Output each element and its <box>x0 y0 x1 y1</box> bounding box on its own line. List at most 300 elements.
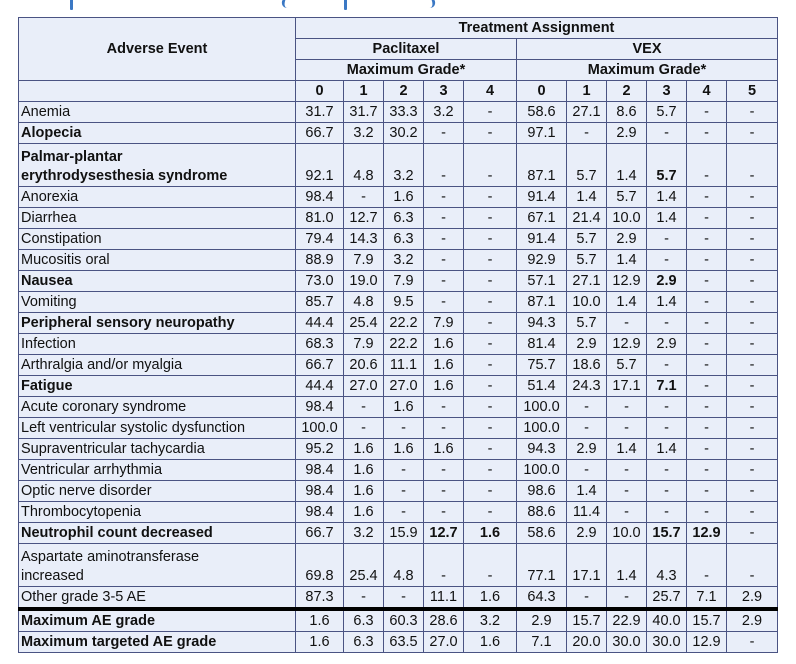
paclitaxel-grade-3-value: - <box>424 292 464 313</box>
adverse-event-label-line: Maximum AE grade <box>21 613 156 629</box>
vex-grade-1-value: 17.1 <box>567 544 607 587</box>
paclitaxel-grade-3-value: 1.6 <box>424 334 464 355</box>
paclitaxel-grade-1-value: 14.3 <box>344 229 384 250</box>
adverse-event-column-header: Adverse Event <box>19 18 296 81</box>
vex-grade-5-value: - <box>727 187 778 208</box>
paclitaxel-grade-1-value: 1.6 <box>344 502 384 523</box>
table-row <box>19 544 778 587</box>
treatment-assignment-header: Treatment Assignment <box>296 18 778 39</box>
vex-grade-2-value: 1.4 <box>607 292 647 313</box>
slide-title-fragment <box>0 0 796 16</box>
paclitaxel-grade-2-value: - <box>384 587 424 610</box>
table-row <box>19 376 778 397</box>
paclitaxel-grade-4-value: - <box>464 481 517 502</box>
adverse-event-label-line: Left ventricular systolic dysfunction <box>21 420 246 436</box>
paclitaxel-grade-4-value: - <box>464 313 517 334</box>
paclitaxel-grade-4-value: 1.6 <box>464 587 517 610</box>
table-row <box>19 460 778 481</box>
paclitaxel-grade-0-value: 31.7 <box>296 102 344 123</box>
table-row <box>19 250 778 271</box>
paclitaxel-grade-1-value: 31.7 <box>344 102 384 123</box>
adverse-event-label-line: erythrodysesthesia syndrome <box>21 168 228 184</box>
grade-header-vex-2: 2 <box>607 81 647 102</box>
vex-grade-0-value: 64.3 <box>517 587 567 610</box>
paclitaxel-grade-4-value: - <box>464 187 517 208</box>
vex-grade-5-value: - <box>727 250 778 271</box>
table-body <box>19 102 778 653</box>
paclitaxel-grade-4-value: 1.6 <box>464 632 517 653</box>
adverse-event-label <box>19 229 296 250</box>
vex-grade-3-value: 40.0 <box>647 609 687 632</box>
adverse-event-label-line: Arthralgia and/or myalgia <box>21 357 183 373</box>
vex-grade-2-value: 10.0 <box>607 208 647 229</box>
vex-grade-1-value: 27.1 <box>567 102 607 123</box>
paclitaxel-grade-2-value: 7.9 <box>384 271 424 292</box>
vex-grade-0-value: 91.4 <box>517 229 567 250</box>
adverse-event-label <box>19 460 296 481</box>
paclitaxel-grade-4-value: - <box>464 544 517 587</box>
vex-grade-1-value: - <box>567 460 607 481</box>
adverse-event-label <box>19 102 296 123</box>
table-row <box>19 609 778 632</box>
vex-grade-4-value: - <box>687 313 727 334</box>
paclitaxel-grade-2-value: 33.3 <box>384 102 424 123</box>
table-row <box>19 313 778 334</box>
vex-grade-1-value: 2.9 <box>567 334 607 355</box>
paclitaxel-grade-2-value: 60.3 <box>384 609 424 632</box>
vex-grade-4-value: - <box>687 439 727 460</box>
paclitaxel-grade-3-value: - <box>424 250 464 271</box>
adverse-event-label-line: Anorexia <box>21 189 79 205</box>
vex-grade-5-value: - <box>727 439 778 460</box>
grade-header-vex-4: 4 <box>687 81 727 102</box>
vex-grade-3-value: - <box>647 250 687 271</box>
paclitaxel-grade-0-value: 66.7 <box>296 123 344 144</box>
table-row <box>19 397 778 418</box>
paclitaxel-grade-0-value: 1.6 <box>296 632 344 653</box>
paclitaxel-grade-4-value: - <box>464 502 517 523</box>
vex-grade-2-value: 5.7 <box>607 187 647 208</box>
paclitaxel-grade-3-value: 27.0 <box>424 632 464 653</box>
paclitaxel-grade-2-value: 1.6 <box>384 439 424 460</box>
vex-grade-3-value: - <box>647 229 687 250</box>
paclitaxel-grade-0-value: 87.3 <box>296 587 344 610</box>
paclitaxel-grade-1-value: 27.0 <box>344 376 384 397</box>
table-row <box>19 481 778 502</box>
vex-grade-1-value: 18.6 <box>567 355 607 376</box>
paclitaxel-grade-0-value: 98.4 <box>296 397 344 418</box>
grade-header-paclitaxel-1: 1 <box>344 81 384 102</box>
max-grade-header-vex: Maximum Grade* <box>517 60 778 81</box>
paclitaxel-grade-3-value: 1.6 <box>424 376 464 397</box>
vex-grade-5-value: 2.9 <box>727 587 778 610</box>
vex-grade-3-value: 15.7 <box>647 523 687 544</box>
vex-grade-1-value: - <box>567 397 607 418</box>
vex-grade-5-value: 2.9 <box>727 609 778 632</box>
paclitaxel-grade-2-value: 15.9 <box>384 523 424 544</box>
vex-grade-1-value: 21.4 <box>567 208 607 229</box>
table-row <box>19 523 778 544</box>
vex-grade-4-value: - <box>687 271 727 292</box>
table-row <box>19 144 778 187</box>
paclitaxel-grade-0-value: 98.4 <box>296 481 344 502</box>
adverse-event-label-line: Supraventricular tachycardia <box>21 441 205 457</box>
paclitaxel-grade-4-value: - <box>464 397 517 418</box>
vex-grade-4-value: - <box>687 208 727 229</box>
paclitaxel-grade-3-value: 28.6 <box>424 609 464 632</box>
paclitaxel-grade-4-value: - <box>464 376 517 397</box>
adverse-events-table <box>18 17 778 653</box>
vex-grade-4-value: - <box>687 187 727 208</box>
vex-grade-4-value: - <box>687 355 727 376</box>
paclitaxel-grade-3-value: - <box>424 187 464 208</box>
vex-grade-2-value: 10.0 <box>607 523 647 544</box>
max-grade-header-paclitaxel: Maximum Grade* <box>296 60 517 81</box>
vex-grade-2-value: 30.0 <box>607 632 647 653</box>
vex-grade-5-value: - <box>727 523 778 544</box>
vex-grade-1-value: 5.7 <box>567 229 607 250</box>
paclitaxel-grade-2-value: - <box>384 460 424 481</box>
paclitaxel-grade-1-value: 20.6 <box>344 355 384 376</box>
adverse-event-label-line: Mucositis oral <box>21 252 110 268</box>
vex-grade-3-value: - <box>647 418 687 439</box>
adverse-event-label <box>19 587 296 610</box>
paclitaxel-grade-2-value: - <box>384 481 424 502</box>
adverse-event-label-line: Neutrophil count decreased <box>21 525 213 541</box>
paclitaxel-grade-0-value: 73.0 <box>296 271 344 292</box>
paclitaxel-grade-2-value: 63.5 <box>384 632 424 653</box>
vex-grade-0-value: 58.6 <box>517 523 567 544</box>
paclitaxel-grade-3-value: 11.1 <box>424 587 464 610</box>
paclitaxel-grade-4-value: - <box>464 208 517 229</box>
paclitaxel-grade-2-value: 6.3 <box>384 229 424 250</box>
vex-grade-5-value: - <box>727 397 778 418</box>
vex-grade-2-value: 2.9 <box>607 229 647 250</box>
paclitaxel-grade-4-value: 3.2 <box>464 609 517 632</box>
adverse-event-label-line: increased <box>21 568 84 584</box>
vex-grade-5-value: - <box>727 376 778 397</box>
vex-grade-1-value: 5.7 <box>567 313 607 334</box>
vex-grade-4-value: 7.1 <box>687 587 727 610</box>
vex-grade-1-value: - <box>567 587 607 610</box>
vex-grade-0-value: 87.1 <box>517 144 567 187</box>
vex-grade-3-value: 30.0 <box>647 632 687 653</box>
arm-header-vex: VEX <box>517 39 778 60</box>
adverse-event-label-line: Acute coronary syndrome <box>21 399 187 415</box>
vex-grade-2-value: - <box>607 313 647 334</box>
grade-header-paclitaxel-4: 4 <box>464 81 517 102</box>
adverse-event-label <box>19 609 296 632</box>
vex-grade-5-value: - <box>727 292 778 313</box>
adverse-event-label-line: Palmar-plantar <box>21 149 123 165</box>
paclitaxel-grade-2-value: - <box>384 502 424 523</box>
paclitaxel-grade-2-value: 1.6 <box>384 397 424 418</box>
paclitaxel-grade-1-value: 7.9 <box>344 250 384 271</box>
paclitaxel-grade-0-value: 68.3 <box>296 334 344 355</box>
vex-grade-2-value: 1.4 <box>607 544 647 587</box>
vex-grade-3-value: 5.7 <box>647 144 687 187</box>
vex-grade-3-value: 1.4 <box>647 208 687 229</box>
vex-grade-0-value: 81.4 <box>517 334 567 355</box>
paclitaxel-grade-1-value: - <box>344 418 384 439</box>
paclitaxel-grade-3-value: - <box>424 271 464 292</box>
paclitaxel-grade-3-value: - <box>424 397 464 418</box>
paclitaxel-grade-1-value: - <box>344 187 384 208</box>
vex-grade-2-value: - <box>607 418 647 439</box>
grade-header-paclitaxel-0: 0 <box>296 81 344 102</box>
vex-grade-4-value: - <box>687 397 727 418</box>
adverse-event-label <box>19 376 296 397</box>
adverse-event-label <box>19 313 296 334</box>
vex-grade-4-value: - <box>687 144 727 187</box>
vex-grade-4-value: - <box>687 418 727 439</box>
paclitaxel-grade-1-value: - <box>344 587 384 610</box>
paclitaxel-grade-4-value: - <box>464 250 517 271</box>
adverse-event-label <box>19 334 296 355</box>
paclitaxel-grade-0-value: 98.4 <box>296 502 344 523</box>
paclitaxel-grade-4-value: - <box>464 292 517 313</box>
adverse-event-label <box>19 271 296 292</box>
vex-grade-0-value: 100.0 <box>517 418 567 439</box>
vex-grade-2-value: - <box>607 481 647 502</box>
grade-header-row <box>19 81 778 102</box>
paclitaxel-grade-2-value: 1.6 <box>384 187 424 208</box>
vex-grade-2-value: 2.9 <box>607 123 647 144</box>
paclitaxel-grade-2-value: 3.2 <box>384 144 424 187</box>
paclitaxel-grade-1-value: 12.7 <box>344 208 384 229</box>
paclitaxel-grade-1-value: 1.6 <box>344 481 384 502</box>
grade-header-paclitaxel-3: 3 <box>424 81 464 102</box>
vex-grade-5-value: - <box>727 144 778 187</box>
vex-grade-4-value: 12.9 <box>687 632 727 653</box>
paclitaxel-grade-4-value: - <box>464 229 517 250</box>
vex-grade-5-value: - <box>727 544 778 587</box>
table-row <box>19 355 778 376</box>
paclitaxel-grade-3-value: - <box>424 544 464 587</box>
paclitaxel-grade-1-value: 19.0 <box>344 271 384 292</box>
vex-grade-3-value: 7.1 <box>647 376 687 397</box>
adverse-event-label <box>19 144 296 187</box>
vex-grade-4-value: - <box>687 544 727 587</box>
vex-grade-2-value: 22.9 <box>607 609 647 632</box>
vex-grade-1-value: 2.9 <box>567 439 607 460</box>
paclitaxel-grade-1-value: 25.4 <box>344 544 384 587</box>
vex-grade-1-value: 5.7 <box>567 250 607 271</box>
adverse-event-label-line: Maximum targeted AE grade <box>21 634 217 650</box>
table-header <box>19 18 778 102</box>
vex-grade-0-value: 77.1 <box>517 544 567 587</box>
paclitaxel-grade-1-value: 6.3 <box>344 632 384 653</box>
adverse-event-label <box>19 123 296 144</box>
adverse-event-label-line: Aspartate aminotransferase <box>21 549 200 565</box>
vex-grade-2-value: 1.4 <box>607 144 647 187</box>
paclitaxel-grade-0-value: 66.7 <box>296 355 344 376</box>
vex-grade-2-value: - <box>607 460 647 481</box>
table-row <box>19 208 778 229</box>
vex-grade-5-value: - <box>727 313 778 334</box>
adverse-event-label-line: Constipation <box>21 231 102 247</box>
paclitaxel-grade-2-value: 3.2 <box>384 250 424 271</box>
vex-grade-0-value: 100.0 <box>517 460 567 481</box>
vex-grade-5-value: - <box>727 418 778 439</box>
adverse-event-label-line: Nausea <box>21 273 73 289</box>
paclitaxel-grade-2-value: 22.2 <box>384 313 424 334</box>
vex-grade-3-value: - <box>647 313 687 334</box>
paclitaxel-grade-4-value: - <box>464 439 517 460</box>
vex-grade-3-value: 25.7 <box>647 587 687 610</box>
grade-header-paclitaxel-2: 2 <box>384 81 424 102</box>
table-row <box>19 439 778 460</box>
adverse-event-label-line: Alopecia <box>21 125 82 141</box>
paclitaxel-grade-4-value: - <box>464 144 517 187</box>
vex-grade-0-value: 88.6 <box>517 502 567 523</box>
vex-grade-1-value: 20.0 <box>567 632 607 653</box>
vex-grade-2-value: 8.6 <box>607 102 647 123</box>
vex-grade-5-value: - <box>727 632 778 653</box>
adverse-event-label <box>19 208 296 229</box>
paclitaxel-grade-3-value: 12.7 <box>424 523 464 544</box>
vex-grade-2-value: 1.4 <box>607 250 647 271</box>
adverse-event-label-line: Peripheral sensory neuropathy <box>21 315 235 331</box>
vex-grade-5-value: - <box>727 460 778 481</box>
paclitaxel-grade-4-value: - <box>464 271 517 292</box>
vex-grade-0-value: 2.9 <box>517 609 567 632</box>
vex-grade-0-value: 98.6 <box>517 481 567 502</box>
paclitaxel-grade-0-value: 98.4 <box>296 460 344 481</box>
paclitaxel-grade-0-value: 88.9 <box>296 250 344 271</box>
paclitaxel-grade-1-value: 3.2 <box>344 123 384 144</box>
vex-grade-4-value: - <box>687 102 727 123</box>
paclitaxel-grade-3-value: - <box>424 208 464 229</box>
vex-grade-0-value: 57.1 <box>517 271 567 292</box>
vex-grade-4-value: - <box>687 481 727 502</box>
paclitaxel-grade-0-value: 79.4 <box>296 229 344 250</box>
adverse-event-label <box>19 481 296 502</box>
adverse-event-label <box>19 397 296 418</box>
paclitaxel-grade-3-value: - <box>424 144 464 187</box>
paclitaxel-grade-4-value: 1.6 <box>464 523 517 544</box>
vex-grade-4-value: 12.9 <box>687 523 727 544</box>
vex-grade-2-value: 12.9 <box>607 271 647 292</box>
vex-grade-5-value: - <box>727 102 778 123</box>
adverse-event-label <box>19 418 296 439</box>
vex-grade-0-value: 51.4 <box>517 376 567 397</box>
table-row <box>19 632 778 653</box>
adverse-event-label <box>19 355 296 376</box>
grade-header-vex-5: 5 <box>727 81 778 102</box>
paclitaxel-grade-0-value: 95.2 <box>296 439 344 460</box>
paclitaxel-grade-3-value: - <box>424 481 464 502</box>
paclitaxel-grade-0-value: 1.6 <box>296 609 344 632</box>
adverse-event-label-line: Optic nerve disorder <box>21 483 152 499</box>
vex-grade-1-value: 1.4 <box>567 481 607 502</box>
table-row <box>19 292 778 313</box>
paclitaxel-grade-3-value: - <box>424 502 464 523</box>
paclitaxel-grade-2-value: 9.5 <box>384 292 424 313</box>
paclitaxel-grade-4-value: - <box>464 460 517 481</box>
paclitaxel-grade-0-value: 98.4 <box>296 187 344 208</box>
paclitaxel-grade-3-value: - <box>424 460 464 481</box>
vex-grade-0-value: 100.0 <box>517 397 567 418</box>
paclitaxel-grade-4-value: - <box>464 334 517 355</box>
vex-grade-3-value: - <box>647 481 687 502</box>
vex-grade-5-value: - <box>727 502 778 523</box>
vex-grade-4-value: 15.7 <box>687 609 727 632</box>
grade-header-vex-3: 3 <box>647 81 687 102</box>
title-paren-open <box>279 0 293 8</box>
vex-grade-4-value: - <box>687 376 727 397</box>
adverse-event-label <box>19 250 296 271</box>
paclitaxel-grade-1-value: 3.2 <box>344 523 384 544</box>
adverse-event-label-line: Ventricular arrhythmia <box>21 462 163 478</box>
vex-grade-4-value: - <box>687 334 727 355</box>
paclitaxel-grade-0-value: 69.8 <box>296 544 344 587</box>
vex-grade-1-value: 1.4 <box>567 187 607 208</box>
vex-grade-3-value: 5.7 <box>647 102 687 123</box>
vex-grade-3-value: - <box>647 460 687 481</box>
vex-grade-2-value: 1.4 <box>607 439 647 460</box>
vex-grade-0-value: 97.1 <box>517 123 567 144</box>
table-row <box>19 102 778 123</box>
adverse-event-label-line: Vomiting <box>21 294 77 310</box>
adverse-event-label-line: Anemia <box>21 104 71 120</box>
paclitaxel-grade-1-value: 25.4 <box>344 313 384 334</box>
grade-header-vex-0: 0 <box>517 81 567 102</box>
adverse-event-label-line: Thrombocytopenia <box>21 504 142 520</box>
vex-grade-4-value: - <box>687 292 727 313</box>
paclitaxel-grade-4-value: - <box>464 418 517 439</box>
table-row <box>19 187 778 208</box>
paclitaxel-grade-0-value: 100.0 <box>296 418 344 439</box>
adverse-event-label <box>19 502 296 523</box>
vex-grade-2-value: - <box>607 502 647 523</box>
vex-grade-4-value: - <box>687 460 727 481</box>
paclitaxel-grade-3-value: - <box>424 418 464 439</box>
vex-grade-2-value: 12.9 <box>607 334 647 355</box>
vex-grade-3-value: 2.9 <box>647 271 687 292</box>
grade-header-spacer <box>19 81 296 102</box>
vex-grade-5-value: - <box>727 271 778 292</box>
vex-grade-0-value: 7.1 <box>517 632 567 653</box>
vex-grade-5-value: - <box>727 481 778 502</box>
arm-header-paclitaxel: Paclitaxel <box>296 39 517 60</box>
paclitaxel-grade-0-value: 85.7 <box>296 292 344 313</box>
vex-grade-1-value: 15.7 <box>567 609 607 632</box>
table-row <box>19 123 778 144</box>
vex-grade-5-value: - <box>727 334 778 355</box>
paclitaxel-grade-2-value: - <box>384 418 424 439</box>
table-row <box>19 418 778 439</box>
vex-grade-5-value: - <box>727 229 778 250</box>
vex-grade-3-value: - <box>647 355 687 376</box>
vex-grade-4-value: - <box>687 123 727 144</box>
paclitaxel-grade-3-value: 1.6 <box>424 355 464 376</box>
vex-grade-0-value: 91.4 <box>517 187 567 208</box>
vex-grade-0-value: 94.3 <box>517 313 567 334</box>
vex-grade-4-value: - <box>687 502 727 523</box>
vex-grade-4-value: - <box>687 229 727 250</box>
vex-grade-3-value: 2.9 <box>647 334 687 355</box>
vex-grade-5-value: - <box>727 355 778 376</box>
paclitaxel-grade-3-value: 1.6 <box>424 439 464 460</box>
paclitaxel-grade-2-value: 22.2 <box>384 334 424 355</box>
paclitaxel-grade-0-value: 44.4 <box>296 313 344 334</box>
vex-grade-1-value: 27.1 <box>567 271 607 292</box>
vex-grade-3-value: - <box>647 397 687 418</box>
adverse-event-label-line: Other grade 3-5 AE <box>21 589 146 605</box>
vex-grade-4-value: - <box>687 250 727 271</box>
adverse-event-label-line: Diarrhea <box>21 210 77 226</box>
